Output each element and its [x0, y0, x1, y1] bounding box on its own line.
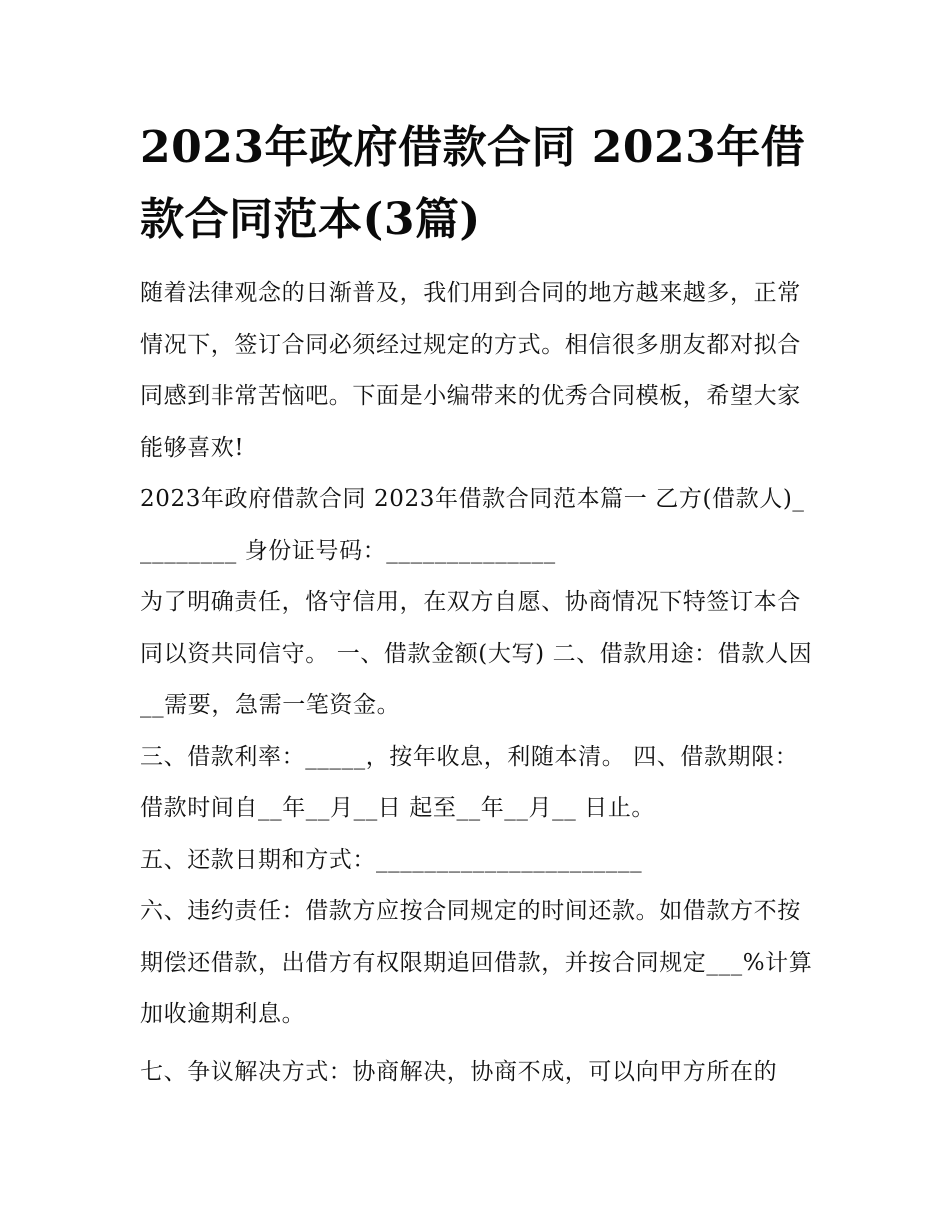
- intro-paragraph: 随着法律观念的日渐普及，我们用到合同的地方越来越多，正常情况下，签订合同必须经过规定的方式。相信很多朋友都对拟合同感到非常苦恼吧。下面是小编带来的优秀合同模板，希望大家能够喜欢!: [140, 280, 801, 461]
- document-body: [140, 112, 815, 1098]
- repayment-paragraph: 五、还款日期和方式：______________________: [140, 846, 643, 873]
- document-title: 2023年政府借款合同 2023年借款合同范本(3篇): [140, 122, 806, 245]
- purpose-paragraph: 为了明确责任，恪守信用，在双方自愿、协商情况下特签订本合同以资共同信守。 一、借款金额(大写) 二、借款用途：借款人因__需要，急需一笔资金。: [140, 589, 813, 718]
- breach-paragraph: 六、违约责任：借款方应按合同规定的时间还款。如借款方不按期偿还借款，出借方有权限期追回借款，并按合同规定___%计算加收逾期利息。: [140, 898, 813, 1027]
- interest-term-paragraph: 三、借款利率：_____，按年收息，利随本清。 四、借款期限：借款时间自__年__月__日 起至__年__月__ 日止。: [140, 743, 799, 821]
- contract-heading-paragraph: 2023年政府借款合同 2023年借款合同范本篇一 乙方(借款人)_________ 身份证号码：______________: [140, 486, 805, 564]
- dispute-paragraph: 七、争议解决方式：协商解决，协商不成，可以向甲方所在的: [140, 1058, 778, 1085]
